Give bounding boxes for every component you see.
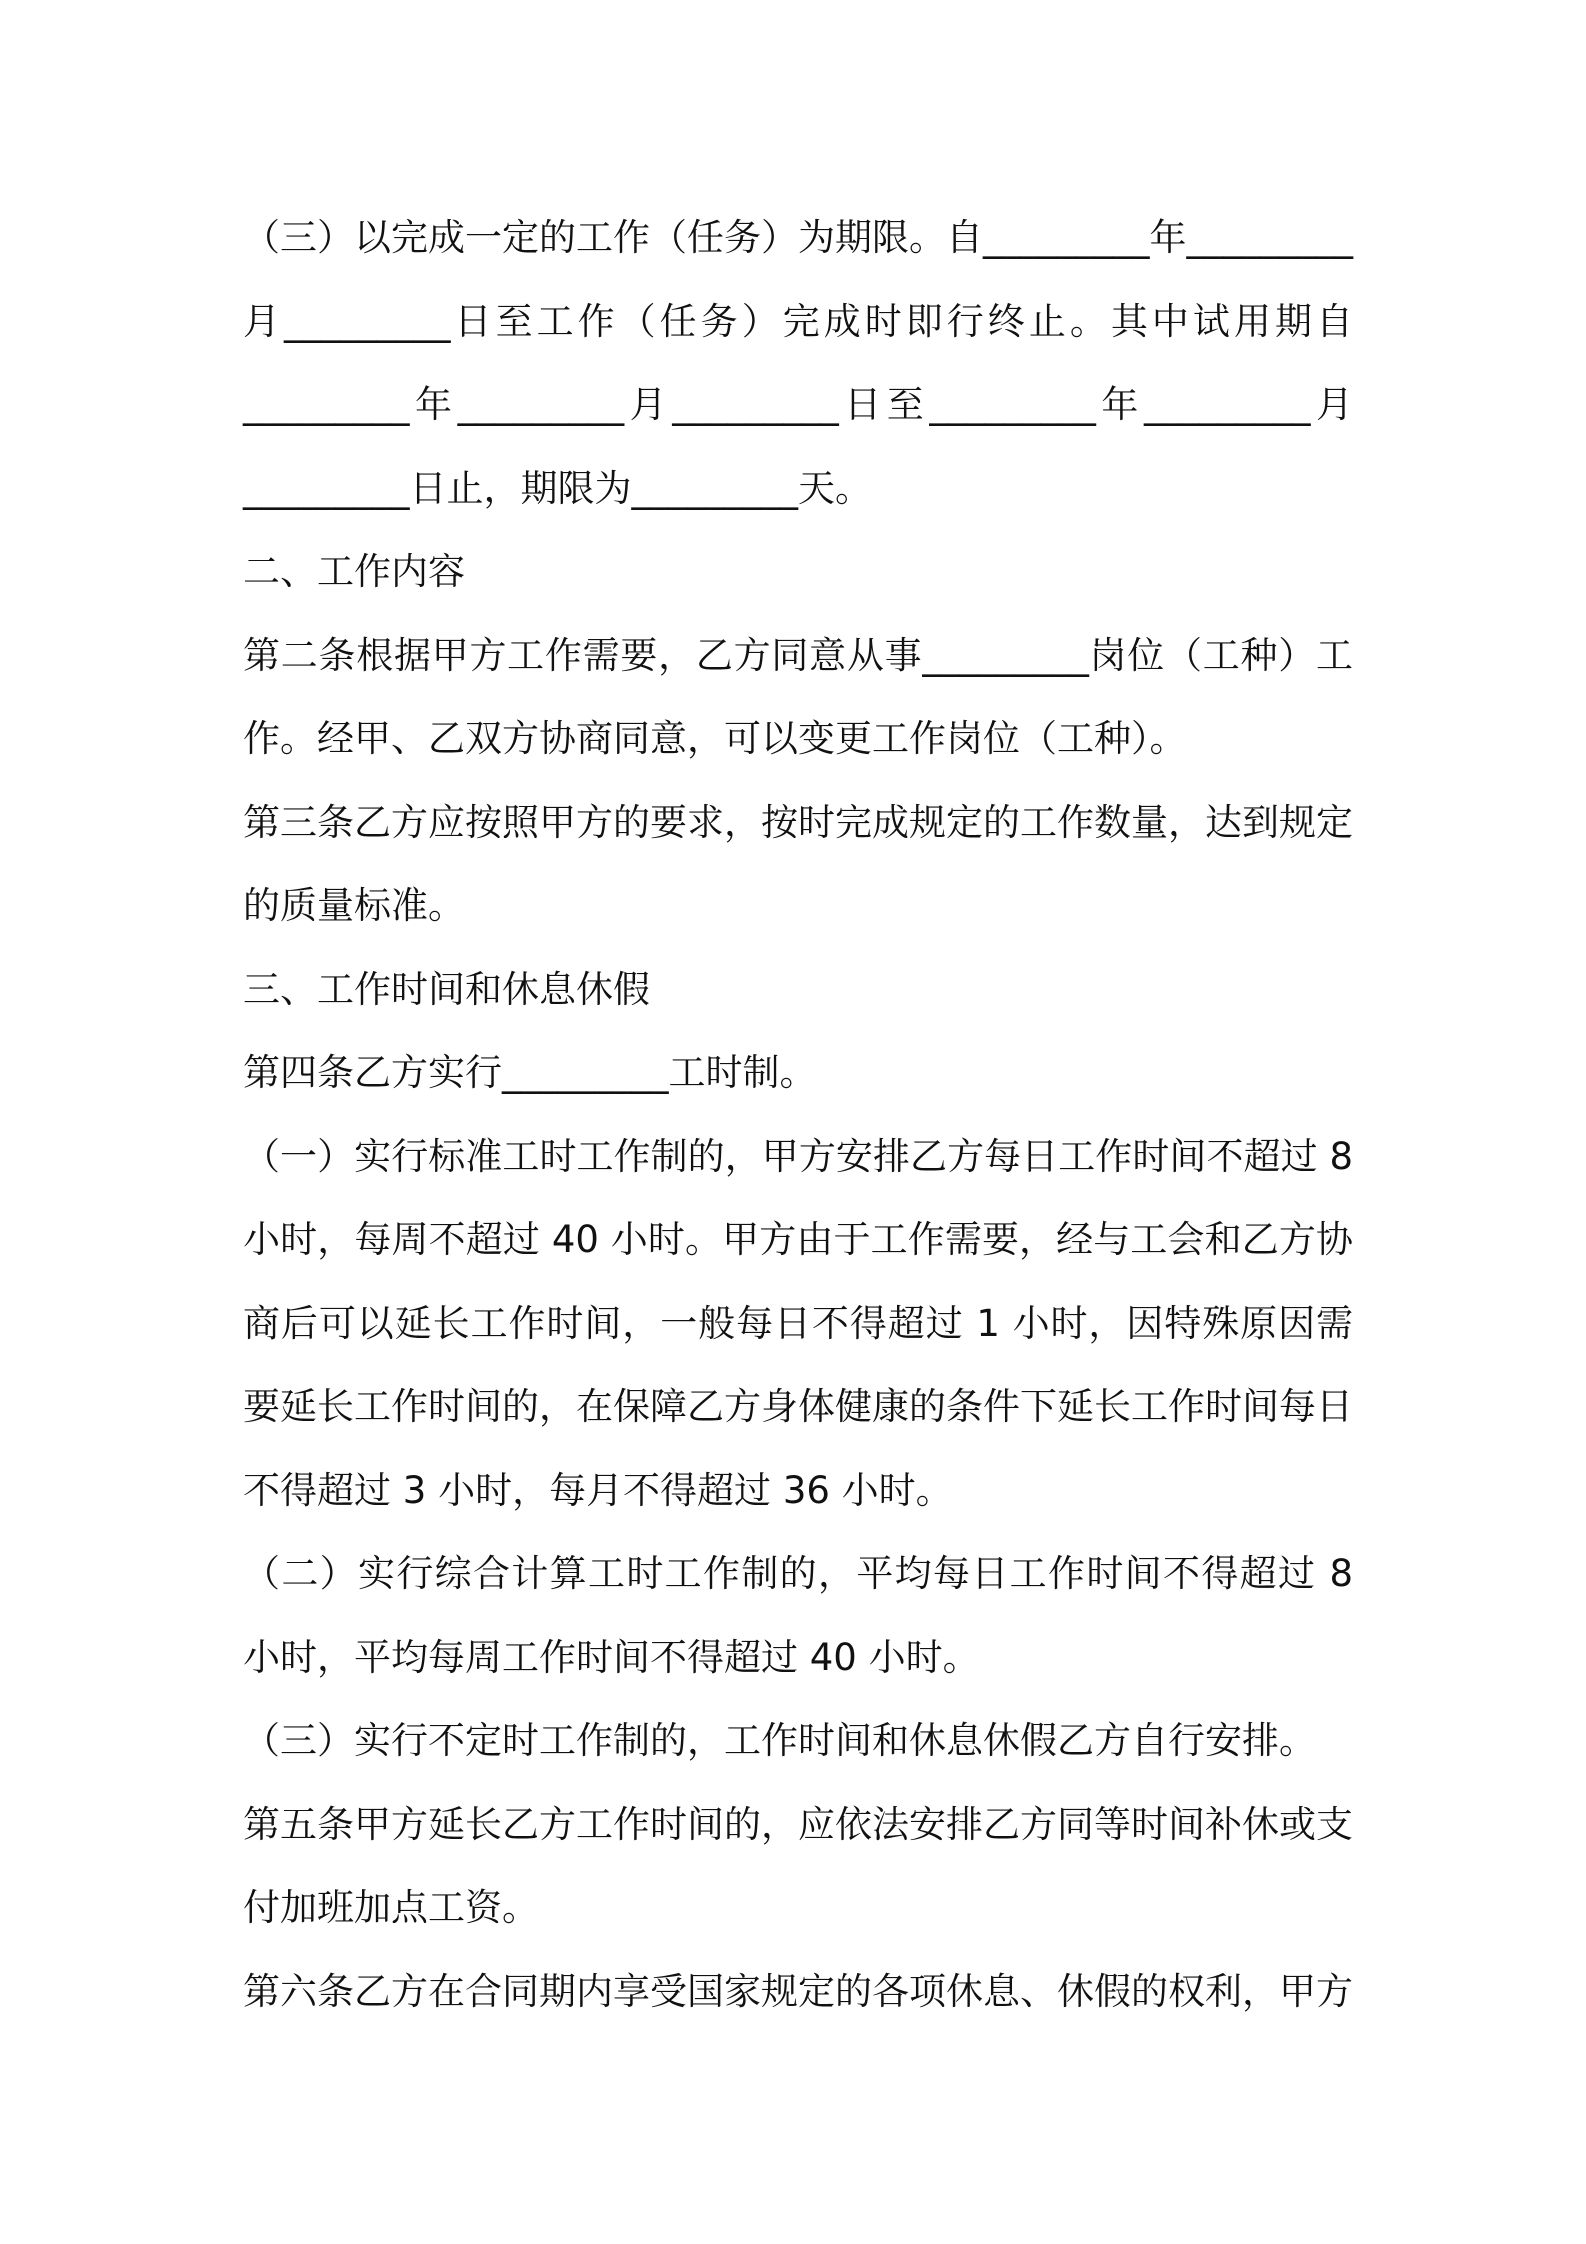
paragraph-article-2: 第二条根据甲方工作需要，乙方同意从事_________岗位（工种）工作。经甲、乙双方协商同意，可以变更工作岗位（工种）。 (243, 633, 1353, 760)
section-heading-work-content: 二、工作内容 (243, 550, 465, 593)
document-body (243, 196, 1365, 2033)
section-heading-work-hours: 三、工作时间和休息休假 (243, 967, 650, 1011)
paragraph-article-5: 第五条甲方延长乙方工作时间的，应依法安排乙方同等时间补休或支付加班加点工资。 (243, 1802, 1353, 1929)
paragraph-article-3: 第三条乙方应按照甲方的要求，按时完成规定的工作数量，达到规定的质量标准。 (243, 800, 1353, 927)
paragraph-flexible-hours: （三）实行不定时工作制的，工作时间和休息休假乙方自行安排。 (243, 1719, 1316, 1762)
paragraph-comprehensive-hours: （二）实行综合计算工时工作制的，平均每日工作时间不得超过 8 小时，平均每周工作时间不得超过 40 小时。 (243, 1552, 1365, 1679)
paragraph-standard-hours: （一）实行标准工时工作制的，甲方安排乙方每日工作时间不超过 8 小时，每周不超过 40 小时。甲方由于工作需要，经与工会和乙方协商后可以延长工作时间，一般每日不得超过 1 小时，因特殊原因需要延长工作时间的，在保障乙方身体健康的条件下延长工作时间每日不得超过 3 小时，每月不得超过 36 小时。 (243, 1134, 1365, 1512)
paragraph-article-6: 第六条乙方在合同期内享受国家规定的各项休息、休假的权利，甲方 (243, 1969, 1353, 2013)
paragraph-article-4: 第四条乙方实行_________工时制。 (243, 1051, 817, 1094)
paragraph-term-completion: （三）以完成一定的工作（任务）为期限。自_________年_________月_________日至工作（任务）完成时即行终止。其中试用期自_________年_________月_________日至_________年_________月_________日止，期限为_________天。 (243, 216, 1353, 510)
